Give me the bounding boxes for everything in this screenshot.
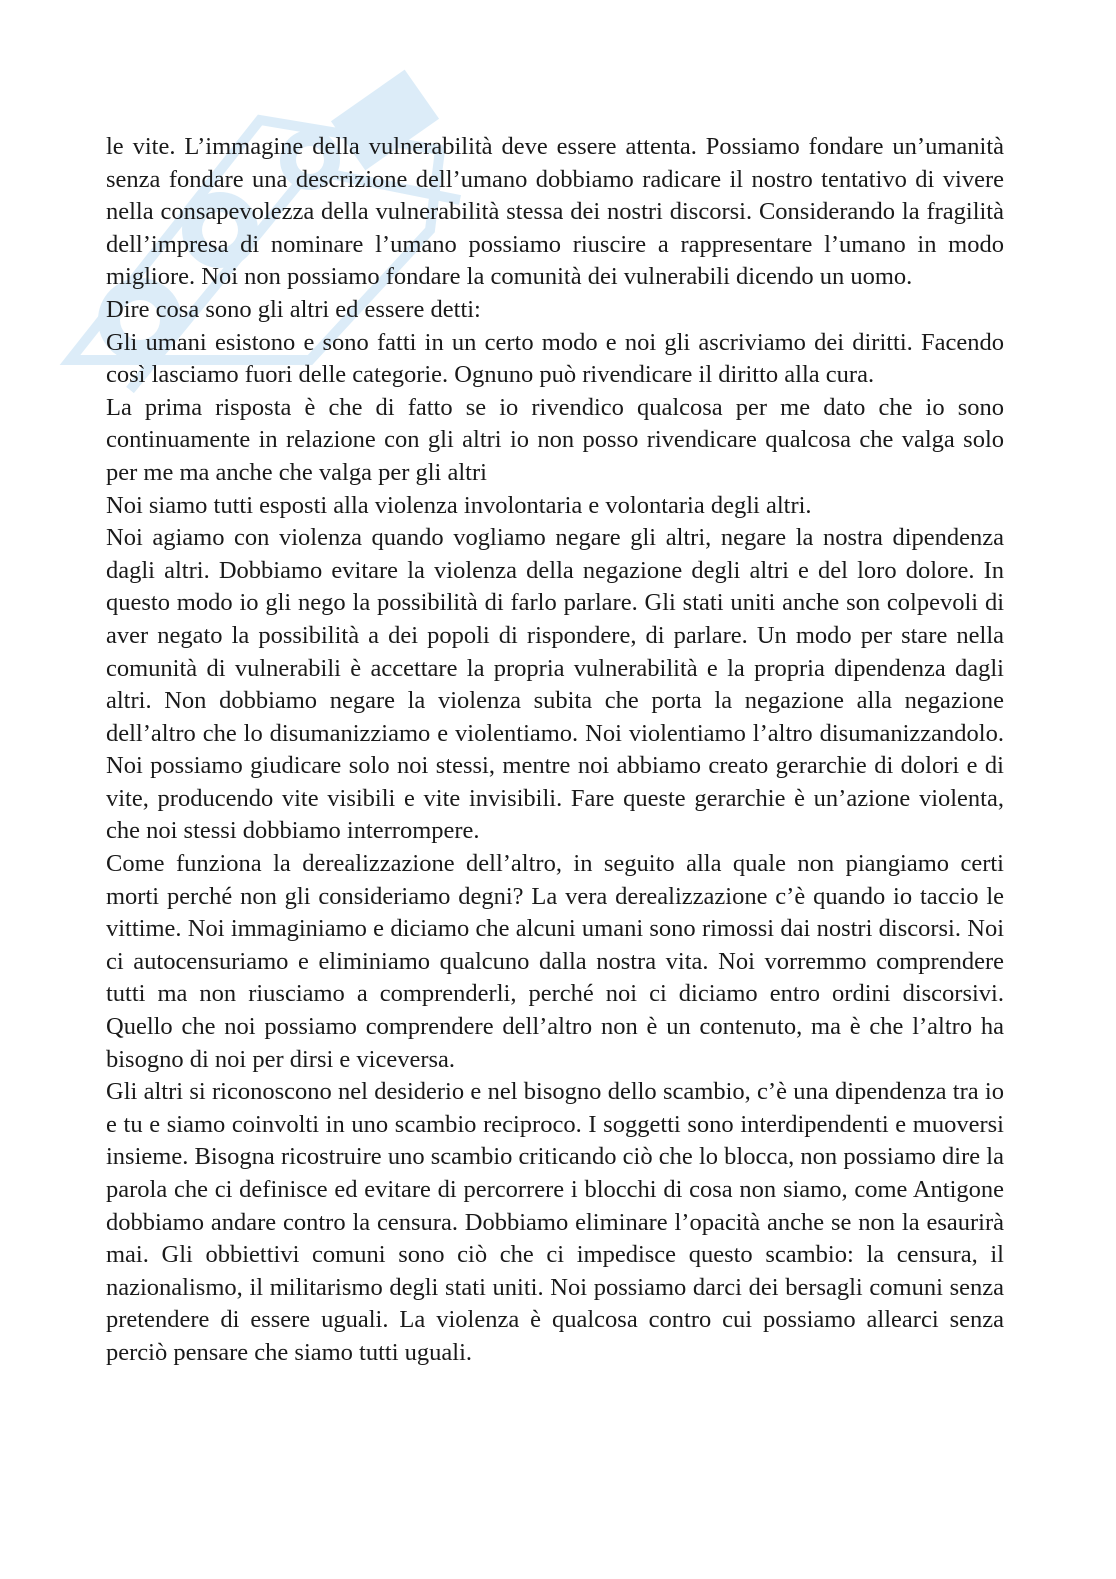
- paragraph: Gli altri si riconoscono nel desiderio e nel bisogno dello scambio, c’è una dipendenza tra io e tu e siamo coinvolti in uno scambio reciproco. I soggetti sono interdipendenti e muoversi insieme. Bisogna ricostruire uno scambio criticando ciò che lo blocca, non possiamo dire la parola che ci definisce ed evitare di percorrere i blocchi di cosa non siamo, come Antigone dobbiamo andare contro la censura. Dobbiamo eliminare l’opacità anche se non la esaurirà mai. Gli obbiettivi comuni sono ciò che ci impedisce questo scambio: la censura, il nazionalismo, il militarismo degli stati uniti. Noi possiamo darci dei bersagli comuni senza pretendere di essere uguali. La violenza è qualcosa contro cui possiamo allearci senza perciò pensare che siamo tutti uguali.: [106, 1078, 1004, 1366]
- paragraph: Dire cosa sono gli altri ed essere detti:: [106, 295, 481, 323]
- document-body: [106, 131, 1004, 1370]
- paragraph: Come funziona la derealizzazione dell’altro, in seguito alla quale non piangiamo certi morti perché non gli consideriamo degni? La vera derealizzazione c’è quando io taccio le vittime. Noi immaginiamo e diciamo che alcuni umani sono rimossi dai nostri discorsi. Noi ci autocensuriamo e eliminiamo qualcuno dalla nostra vita. Noi vorremmo comprendere tutti ma non riusciamo a comprenderli, perché noi ci diciamo entro ordini discorsivi. Quello che noi possiamo comprendere dell’altro non è un contenuto, ma è che l’altro ha bisogno di noi per dirsi e viceversa.: [106, 850, 1004, 1073]
- paragraph: Noi agiamo con violenza quando vogliamo negare gli altri, negare la nostra dipendenza dagli altri. Dobbiamo evitare la violenza della negazione degli altri e del loro dolore. In questo modo io gli nego la possibilità di farlo parlare. Gli stati uniti anche son colpevoli di aver negato la possibilità a dei popoli di rispondere, di parlare. Un modo per stare nella comunità di vulnerabili è accettare la propria vulnerabilità e la propria dipendenza dagli altri. Non dobbiamo negare la violenza subita che porta la negazione alla negazione dell’altro che lo disumanizziamo e violentiamo. Noi violentiamo l’altro disumanizzandolo. Noi possiamo giudicare solo noi stessi, mentre noi abbiamo creato gerarchie di dolori e di vite, producendo vite visibili e vite invisibili. Fare queste gerarchie è un’azione violenta, che noi stessi dobbiamo interrompere.: [106, 524, 1004, 845]
- paragraph: le vite. L’immagine della vulnerabilità deve essere attenta. Possiamo fondare un’umanità senza fondare una descrizione dell’umano dobbiamo radicare il nostro tentativo di vivere nella consapevolezza della vulnerabilità stessa dei nostri discorsi. Considerando la fragilità dell’impresa di nominare l’umano possiamo riuscire a rappresentare l’umano in modo migliore. Noi non possiamo fondare la comunità dei vulnerabili dicendo un uomo.: [106, 133, 1004, 291]
- paragraph: Gli umani esistono e sono fatti in un certo modo e noi gli ascriviamo dei diritti. Facendo così lasciamo fuori delle categorie. Ognuno può rivendicare il diritto alla cura.: [106, 328, 1004, 389]
- paragraph: La prima risposta è che di fatto se io rivendico qualcosa per me dato che io sono continuamente in relazione con gli altri io non posso rivendicare qualcosa che valga solo per me ma anche che valga per gli altri: [106, 393, 1004, 486]
- paragraph: Noi siamo tutti esposti alla violenza involontaria e volontaria degli altri.: [106, 491, 812, 519]
